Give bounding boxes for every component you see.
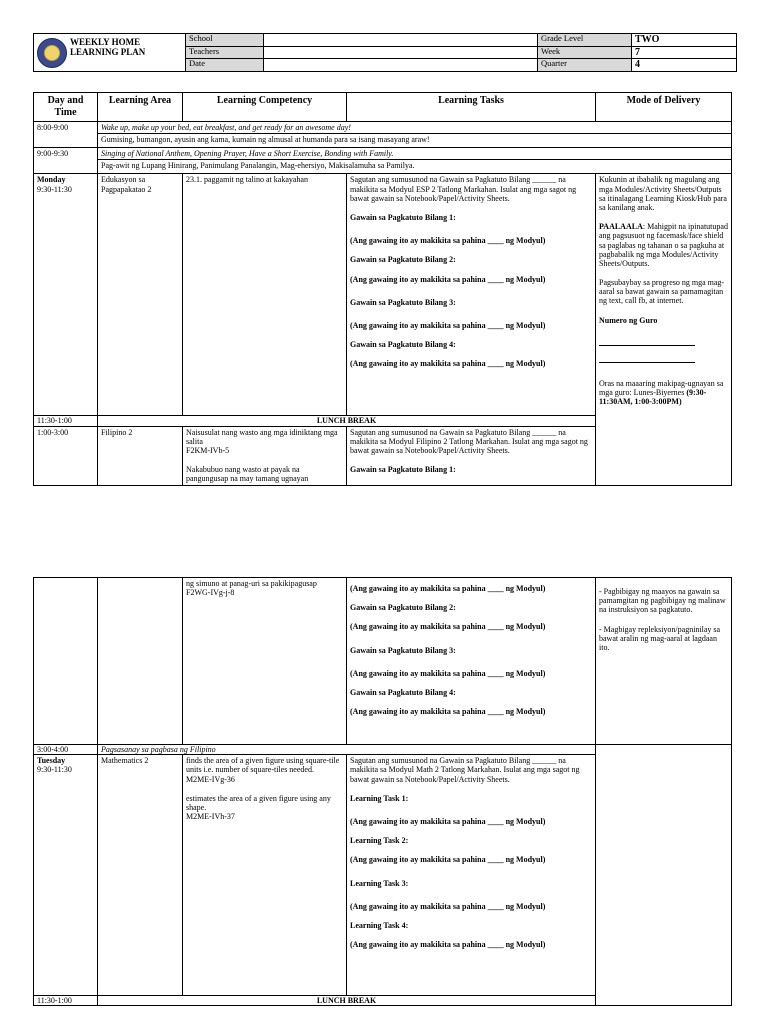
modyul-note: (Ang gawaing ito ay makikita sa pahina ____ ng Modyul) xyxy=(350,707,546,717)
task-intro: Sagutan ang sumusunod na Gawain sa Pagkatuto Bilang ______ na makikita sa Modyul ESP 2 Tatlong Markahan. Isulat ang mga sagot ng bawat gawain sa Notebook/Papel/Activity Sheets. xyxy=(350,175,577,203)
task-heading: Learning Task 1: xyxy=(350,793,409,803)
quarter-value[interactable]: 4 xyxy=(632,59,737,72)
time-label: 9:30-11:30 xyxy=(37,184,72,194)
delivery-cell xyxy=(596,745,732,1006)
learning-area-cell: Edukasyon sa Pagpapakatao 2 xyxy=(98,174,183,416)
delivery-cell xyxy=(596,174,732,485)
task-heading: Gawain sa Pagkatuto Bilang 3: xyxy=(350,297,456,307)
competency-text: estimates the area of a given figure using any shape. xyxy=(186,793,331,812)
modyul-note: (Ang gawaing ito ay makikita sa pahina ____ ng Modyul) xyxy=(350,901,546,911)
routine-row-9am xyxy=(34,148,732,160)
gumising-text: Gumising, bumangon, ayusin ang kama, kumain ng almusal at humanda para sa isang masayang araw! xyxy=(98,134,732,148)
delivery-text: - Pagbibigay ng maayos na gawain sa pamamgitan ng pagbibigay ng malinaw na instruksiyon sa pagkatuto. xyxy=(599,587,726,615)
modyul-note: (Ang gawaing ito ay makikita sa pahina ____ ng Modyul) xyxy=(350,668,546,678)
tasks-cell xyxy=(347,755,596,996)
plan-title: WEEKLY HOME LEARNING PLAN xyxy=(70,36,146,57)
learning-area-cell: Filipino 2 xyxy=(98,426,183,485)
time-cell xyxy=(34,578,98,745)
task-heading: Gawain sa Pagkatuto Bilang 2: xyxy=(350,603,456,613)
time-cell: 8:00-9:00 xyxy=(34,122,98,148)
date-label: Date xyxy=(186,59,264,72)
date-field[interactable] xyxy=(264,59,538,72)
delivery-cell xyxy=(596,578,732,745)
monday-row xyxy=(34,174,732,416)
competency-text: ng simuno at panag-uri sa pakikipagusap xyxy=(186,579,317,588)
lunch-label: LUNCH BREAK xyxy=(98,416,596,426)
routine-row-8am xyxy=(34,122,732,134)
task-heading: Gawain sa Pagkatuto Bilang 2: xyxy=(350,255,456,265)
modyul-note: (Ang gawaing ito ay makikita sa pahina ____ ng Modyul) xyxy=(350,940,546,950)
time-label: 9:30-11:30 xyxy=(37,765,72,775)
task-heading: Gawain sa Pagkatuto Bilang 1: xyxy=(350,212,456,222)
task-heading: Learning Task 4: xyxy=(350,920,409,930)
time-cell: 1:00-3:00 xyxy=(34,426,98,485)
task-heading: Gawain sa Pagkatuto Bilang 4: xyxy=(350,687,456,697)
task-heading: Gawain sa Pagkatuto Bilang 3: xyxy=(350,645,456,655)
wake-up-text: Wake up, make up your bed, eat breakfast, and get ready for an awesome day! xyxy=(98,122,732,134)
modyul-note: (Ang gawaing ito ay makikita sa pahina ____ ng Modyul) xyxy=(350,816,546,826)
competency-text: Nakabubuo nang wasto at payak na pangungusap na may tamang ugnayan xyxy=(186,465,309,484)
modyul-note: (Ang gawaing ito ay makikita sa pahina ____ ng Modyul) xyxy=(350,320,546,330)
oras-text: Oras na maaaring makipag-ugnayan sa mga guro: Lunes-Biyernes (9:30-11:30AM, 1:00-3:00PM) xyxy=(599,378,724,407)
competency-code: F2WG-IVg-j-8 xyxy=(186,588,235,598)
deped-seal-icon xyxy=(37,38,67,68)
school-label: School xyxy=(186,34,264,47)
modyul-note: (Ang gawaing ito ay makikita sa pahina ____ ng Modyul) xyxy=(350,584,546,593)
delivery-text: Kukunin at ibabalik ng magulang ang mga Modules/Activity Sheets/Outputs sa itinalagang Learning Kiosk/Hub para sa kanilang anak. xyxy=(599,175,727,212)
grade-level-value[interactable]: TWO xyxy=(632,34,737,47)
competency-text: finds the area of a given figure using square-tile units i.e. number of square-tiles needed. xyxy=(186,756,340,775)
modyul-note: (Ang gawaing ito ay makikita sa pahina ____ ng Modyul) xyxy=(350,359,546,369)
competency-cell xyxy=(183,426,347,485)
competency-cell xyxy=(183,755,347,996)
learning-area-cell: Mathematics 2 xyxy=(98,755,183,996)
modyul-note: (Ang gawaing ito ay makikita sa pahina ____ ng Modyul) xyxy=(350,236,546,246)
pagsubaybay-text: Pagsubaybay sa progreso ng mga mag-aaral sa bawat gawain sa pamamagitan ng text, call fb, at internet. xyxy=(599,278,725,306)
quarter-label: Quarter xyxy=(538,59,632,72)
col-header-learning-tasks: Learning Tasks xyxy=(347,93,596,122)
tasks-cell xyxy=(347,578,596,745)
pagsasanay-row xyxy=(34,745,732,755)
tasks-cell xyxy=(347,426,596,485)
grade-level-label: Grade Level xyxy=(538,34,632,47)
day-label: Monday xyxy=(37,175,66,185)
filipino-continued-row xyxy=(34,578,732,745)
singing-text: Singing of National Anthem, Opening Prayer, Have a Short Exercise, Bonding with Family. xyxy=(98,148,732,160)
time-cell: 11:30-1:00 xyxy=(34,416,98,426)
modyul-note: (Ang gawaing ito ay makikita sa pahina ____ ng Modyul) xyxy=(350,622,546,632)
time-cell: 11:30-1:00 xyxy=(34,996,98,1006)
task-intro: Sagutan ang sumusunod na Gawain sa Pagkatuto Bilang ______ na makikita sa Modyul Math 2 Tatlong Markahan. Isulat ang mga sagot ng bawat gawain sa Notebook/Papel/Activity Sheets. xyxy=(350,756,580,784)
week-label: Week xyxy=(538,46,632,59)
column-header-row xyxy=(34,93,732,122)
task-heading: Learning Task 2: xyxy=(350,836,409,846)
signature-line[interactable] xyxy=(599,352,695,363)
teachers-label: Teachers xyxy=(186,46,264,59)
task-heading: Gawain sa Pagkatuto Bilang 1: xyxy=(350,465,456,475)
competency-cell: 23.1. paggamit ng talino at kakayahan xyxy=(183,174,347,416)
tuesday-day-cell xyxy=(34,755,98,996)
col-header-learning-competency: Learning Competency xyxy=(183,93,347,122)
col-header-day-time: Day and Time xyxy=(34,93,98,122)
modyul-note: (Ang gawaing ito ay makikita sa pahina ____ ng Modyul) xyxy=(350,274,546,284)
learning-area-cell xyxy=(98,578,183,745)
competency-cell xyxy=(183,578,347,745)
logo-cell xyxy=(34,34,186,72)
signature-line[interactable] xyxy=(599,335,695,346)
pagsasanay-text: Pagsasanay sa pagbasa ng Filipino xyxy=(98,745,596,755)
tasks-cell xyxy=(347,174,596,416)
day-label: Tuesday xyxy=(37,756,66,766)
time-cell: 9:00-9:30 xyxy=(34,148,98,174)
task-heading: Learning Task 3: xyxy=(350,878,409,888)
modyul-note: (Ang gawaing ito ay makikita sa pahina ____ ng Modyul) xyxy=(350,855,546,865)
task-intro: Sagutan ang sumusunod na Gawain sa Pagkatuto Bilang ______ na makikita sa Modyul Filipino 2 Tatlong Markahan. Isulat ang mga sagot ng bawat gawain sa Notebook/Papel/Activity Sheets. xyxy=(350,427,588,455)
pag-awit-text: Pag-awit ng Lupang Hinirang, Panimulang Panalangin, Mag-ehersiyo, Makisalamuha sa Pamilya. xyxy=(98,160,732,174)
school-field[interactable] xyxy=(264,34,538,47)
week-value[interactable]: 7 xyxy=(632,46,737,59)
lunch-label: LUNCH BREAK xyxy=(98,996,596,1006)
teachers-field[interactable] xyxy=(264,46,538,59)
competency-code: M2ME-IVg-36 xyxy=(186,774,235,784)
competency-text: Naisusulat nang wasto ang mga idiniktang mga salita xyxy=(186,427,338,446)
monday-day-cell xyxy=(34,174,98,416)
header-table xyxy=(33,33,737,72)
col-header-learning-area: Learning Area xyxy=(98,93,183,122)
competency-code: F2KM-IVb-5 xyxy=(186,445,230,455)
delivery-text: - Magbigay repleksiyon/pagninilay sa bawat aralin ng mag-aaral at lagdaan ito. xyxy=(599,624,721,652)
task-heading: Gawain sa Pagkatuto Bilang 4: xyxy=(350,340,456,350)
weekly-plan-table xyxy=(33,92,732,486)
numero-ng-guro-label: Numero ng Guro xyxy=(599,315,658,325)
competency-code: M2ME-IVh-37 xyxy=(186,812,235,822)
paalaala-text: PAALAALA: Mahigpit na ipinatutupad ang pagsusuot ng facemask/face shield sa paglabas ng tahanan o sa pagkuha at pagbabalik ng mga Modules/Activity Sheets/Outputs. xyxy=(599,222,728,268)
weekly-plan-table-continued xyxy=(33,577,732,1006)
col-header-mode-of-delivery: Mode of Delivery xyxy=(596,93,732,122)
time-cell: 3:00-4:00 xyxy=(34,745,98,755)
